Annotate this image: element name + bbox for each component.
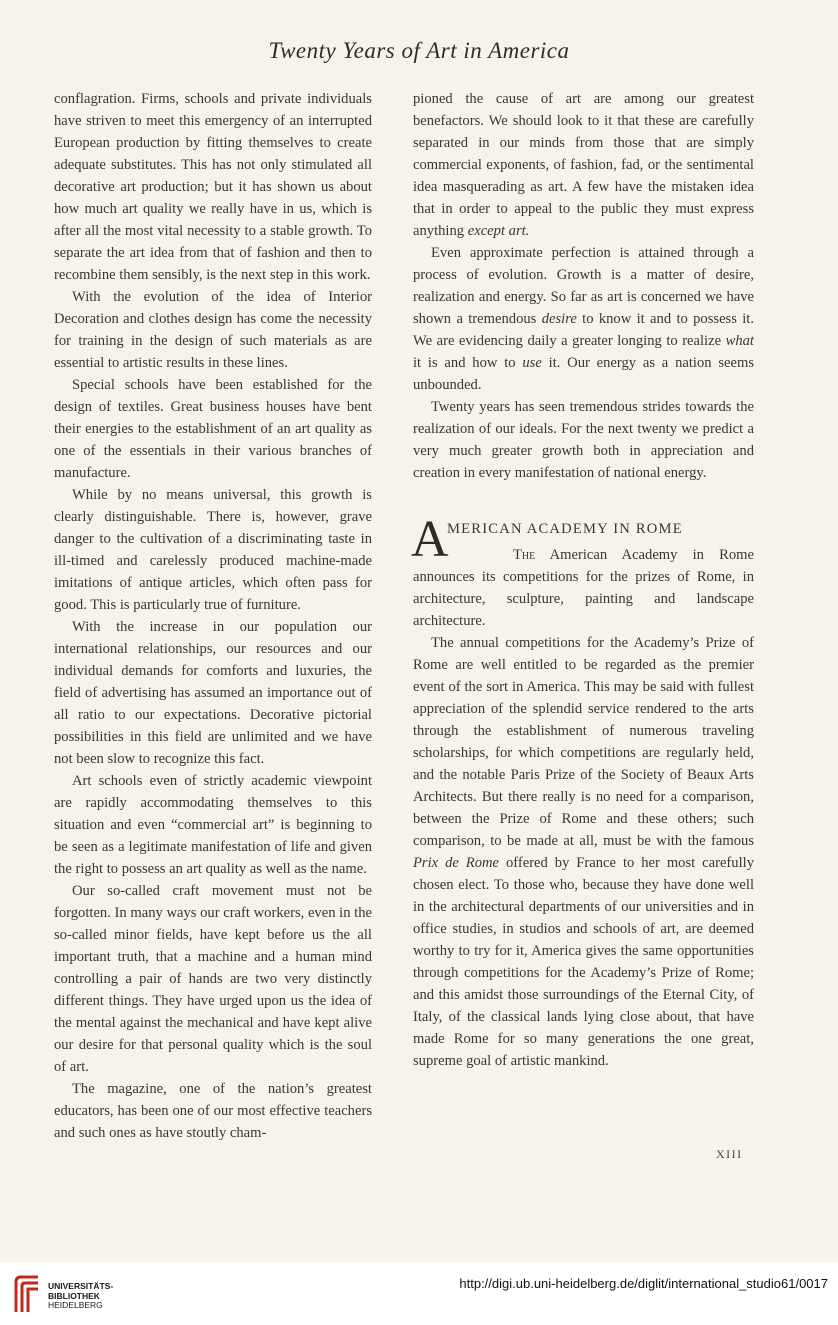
text-run: American Academy in Rome announces its competitions for the prizes of Rome, in architecture, sculpture, painting and landscape architecture. <box>413 547 754 629</box>
paragraph: Our so-called craft movement must not be forgotten. In many ways our craft workers, even in the so-called minor fields, have kept before us the all important truth, that a machine and a human mind controlling a pair of hands are two very distinctly different things. They have urged upon us the idea of the mental against the mechanical and have kept alive our desire for that personal quality which is the soul of art. <box>54 883 372 1075</box>
library-name-line: BIBLIOTHEK <box>48 1290 100 1301</box>
text-run: it is and how to <box>413 355 516 371</box>
paragraph: Art schools even of strictly academic viewpoint are rapidly accommodating themselves to this situation and even “commercial art” is beginning to be seen as a legitimate manifestation of life and given the right to possess an art quality as well as the name. <box>54 773 372 877</box>
library-logo-icon <box>12 1274 44 1314</box>
emphasis: desire <box>541 311 577 327</box>
text-run: The annual competitions for the Academy’s Prize of Rome are well entitled to be regarded as the premier event of the sort in America. This may be said with fullest appreciation of the splendid service rendered to the arts through the establishment of numerous traveling scholarships, for which competitions are regularly held, and the notable Paris Prize of the Society of Beaux Arts Architects. But there really is no need for a comparison, between the Prize of Rome and these others; such comparison, to be made at all, must be with the famous <box>413 635 754 849</box>
paragraph: The magazine, one of the nation’s greatest educators, has been one of our most effective teachers and such ones as have stoutly cham- <box>54 1081 372 1141</box>
text-run: to know it and to possess it. We are evidencing daily a greater longing to realize <box>413 311 755 349</box>
paragraph <box>413 88 754 242</box>
emphasis: use <box>522 355 542 371</box>
source-url-link[interactable]: http://digi.ub.uni-heidelberg.de/diglit/international_studio61/0017 <box>459 1276 828 1291</box>
library-name <box>48 1282 113 1311</box>
library-name-line: UNIVERSITÄTS- <box>48 1281 114 1291</box>
emphasis: except art. <box>467 223 530 239</box>
small-caps-lead: The <box>513 547 536 563</box>
paragraph <box>413 632 754 1072</box>
left-column <box>54 88 372 1144</box>
paragraph: With the increase in our population our international relationships, our resources and our individual demands for comforts and luxuries, the field of advertising has assumed an importance out of all ratio to our expectations. Decorative pictorial possibilities in this field are unlimited and we have not been slow to recognize this fact. <box>54 619 372 767</box>
text-run: it. Our energy as a nation seems unbounded. <box>413 355 754 393</box>
paragraph: Twenty years has seen tremendous strides towards the realization of our ideals. For the next twenty we predict a very much greater growth both in appreciation and creation in every manifestation of national energy. <box>413 399 754 481</box>
footer-bar <box>0 1262 838 1325</box>
emphasis: Prix de Rome <box>413 855 500 871</box>
section-heading <box>411 511 754 568</box>
text-run: pioned the cause of art are among our greatest benefactors. We should look to it that these are carefully separated in our minds from those that are simply commercial exponents, of fashion, fad, or the sentimental idea masquerading as art. A few have the mistaken idea that in order to appeal to the public they must express anything <box>413 91 754 239</box>
page-header: Twenty Years of Art in America <box>268 38 570 63</box>
text-run: Even approximate perfection is attained through a process of evolution. Growth is a matter of desire, realization and energy. So far as art is concerned we have shown a tremendous <box>413 245 754 327</box>
paragraph: While by no means universal, this growth is clearly distinguishable. There is, however, grave danger to the cultivation of a discriminating taste in ill-timed and carelessly produced machine-made imitations of antique articles, which often pass for good. This is particularly true of furniture. <box>54 487 372 613</box>
paragraph <box>413 242 754 396</box>
section-title: MERICAN ACADEMY IN ROME <box>447 521 683 537</box>
right-column <box>413 88 754 1072</box>
emphasis: what <box>725 333 754 349</box>
paragraph: conflagration. Firms, schools and private individuals have striven to meet this emergency of an interrupted European production by fitting themselves to create adequate substitutes. This has not only stimulated all decorative art production; but it has shown us about how much art quality we really have in us, which is after all the most vital necessity to a stable growth. To separate the art idea from that of fashion and then to recombine them sensibly, is the next step in this work. <box>54 91 372 283</box>
paragraph: With the evolution of the idea of Interior Decoration and clothes design has come the necessity for training in the design of such materials as are essential to artistic results in these lines. <box>54 289 372 371</box>
library-name-line: HEIDELBERG <box>48 1300 103 1310</box>
drop-cap: A <box>411 511 449 568</box>
page-number: XIII <box>716 1147 743 1161</box>
text-run: offered by France to her most carefully chosen elect. To those who, because they have done well in the architectural departments of our universities and in office studies, in studios and schools of art, are deemed worthy to try for it, America gives the same opportunities through competitions for the Academy’s Prize of Rome; and this amidst those surroundings of the Eternal City, of Italy, of the classical lands lying close about, that have made Rome for so many generations the one great, supreme goal of artistic mankind. <box>413 855 754 1069</box>
paragraph: Special schools have been established for the design of textiles. Great business houses have bent their energies to the establishment of an art quality as one of the essentials in their various branches of manufacture. <box>54 377 372 481</box>
